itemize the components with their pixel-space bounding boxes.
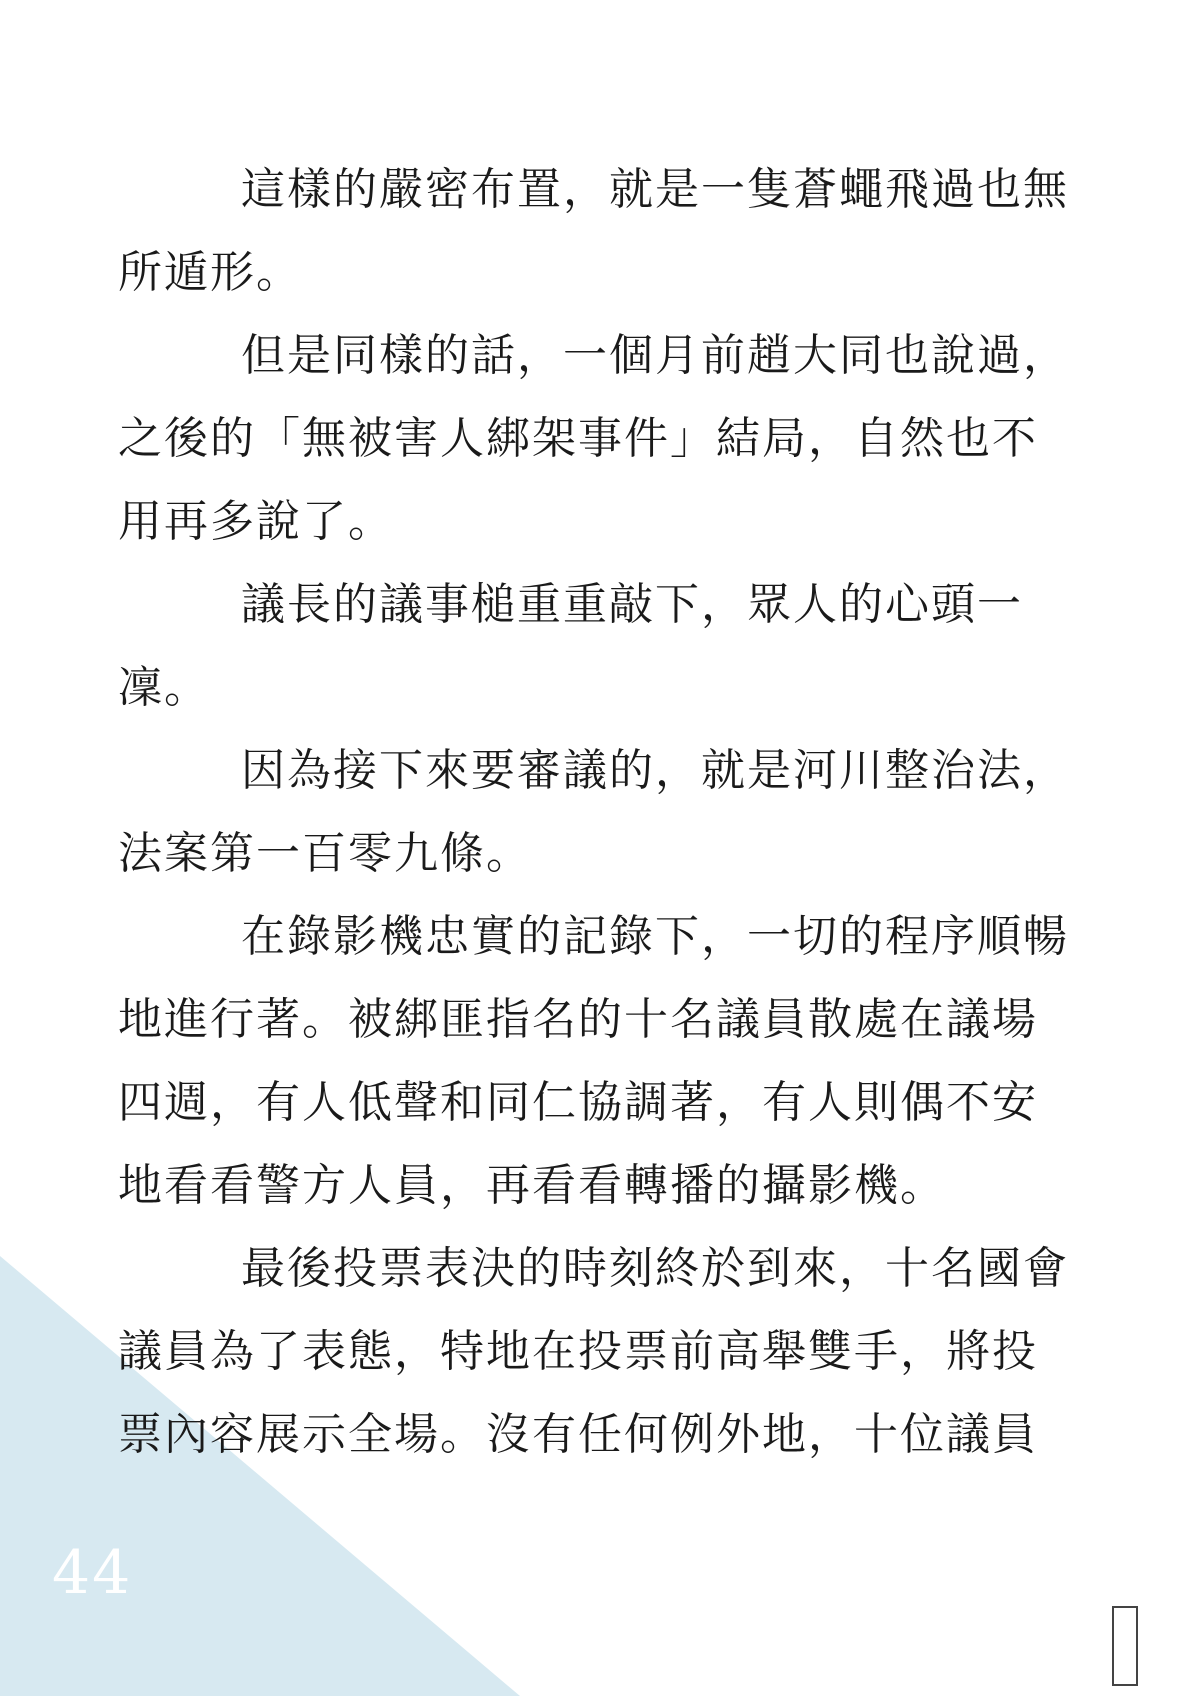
text-line: 票內容展示全場。沒有任何例外地，十位議員 bbox=[118, 1409, 1038, 1460]
watermark-logo bbox=[1112, 1546, 1192, 1686]
text-line: 在錄影機忠實的記錄下，一切的程序順暢 bbox=[241, 911, 1069, 962]
paragraph bbox=[118, 729, 1088, 895]
watermark-url bbox=[1178, 1546, 1192, 1686]
text-line: 地進行著。被綁匪指名的十名議員散處在議場 bbox=[118, 994, 1038, 1045]
text-line: 因為接下來要審議的，就是河川整治法， bbox=[241, 745, 1069, 796]
paragraph bbox=[118, 314, 1088, 563]
paragraph bbox=[118, 1227, 1088, 1476]
body-text bbox=[118, 148, 1088, 1476]
watermark-brand bbox=[1136, 1546, 1172, 1686]
watermark-box bbox=[1112, 1606, 1138, 1686]
paragraph bbox=[118, 148, 1088, 314]
text-line: 最後投票表決的時刻終於到來，十名國會 bbox=[241, 1243, 1069, 1294]
text-line: 之後的「無被害人綁架事件」結局，自然也不 bbox=[118, 413, 1038, 464]
text-line: 凜。 bbox=[118, 662, 210, 713]
text-line: 這樣的嚴密布置，就是一隻蒼蠅飛過也無 bbox=[241, 164, 1069, 215]
text-line: 地看看警方人員，再看看轉播的攝影機。 bbox=[118, 1160, 946, 1211]
text-line: 議長的議事槌重重敲下，眾人的心頭一 bbox=[241, 579, 1023, 630]
text-line: 但是同樣的話，一個月前趙大同也說過， bbox=[241, 330, 1069, 381]
text-line: 用再多說了。 bbox=[118, 496, 394, 547]
text-line: 所遁形。 bbox=[118, 247, 302, 298]
text-line: 法案第一百零九條。 bbox=[118, 828, 532, 879]
paragraph bbox=[118, 895, 1088, 1227]
page-number: 44 bbox=[52, 1538, 133, 1608]
text-line: 四週，有人低聲和同仁協調著，有人則偶不安 bbox=[118, 1077, 1038, 1128]
paragraph bbox=[118, 563, 1088, 729]
text-line: 議員為了表態，特地在投票前高舉雙手，將投 bbox=[118, 1326, 1038, 1377]
